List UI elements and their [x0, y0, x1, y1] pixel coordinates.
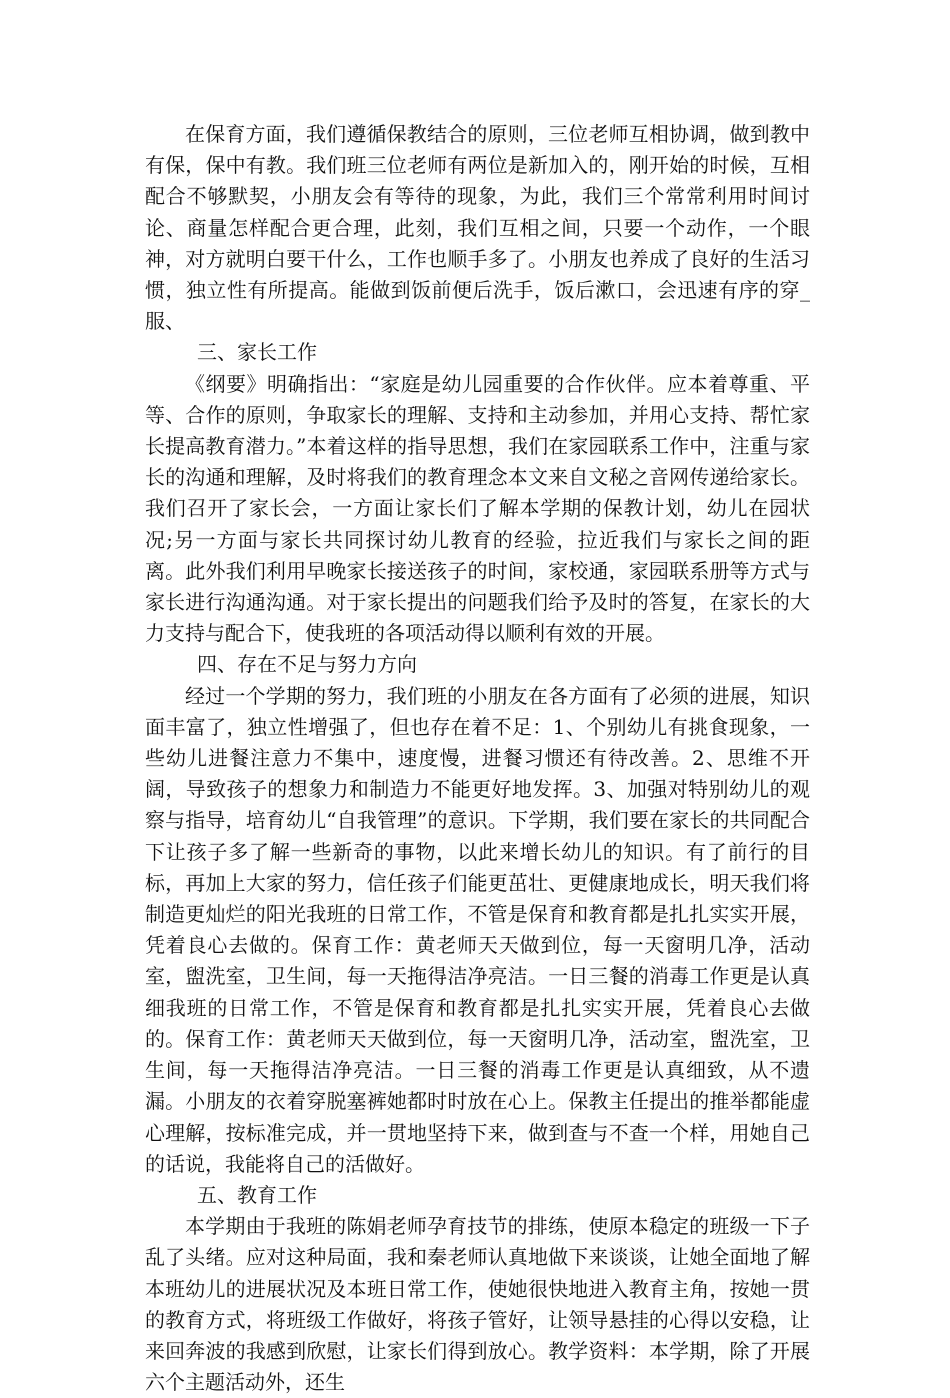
- document-page: [145, 119, 810, 1398]
- section-heading-shortcomings: 四、存在不足与努力方向: [197, 652, 417, 677]
- paragraph-parent-work: 《纲要》明确指出：“家庭是幼儿园重要的合作伙伴。应本着尊重、平等、合作的原则，争取家长的理解、支持和主动参加，并用心支持、帮忙家长提高教育潜力。”本着这样的指导思想，我们在家园联系工作中，注重与家长的沟通和理解，及时将我们的教育理念本文来自文秘之音网传递给家长。我们召开了家长会，一方面让家长们了解本学期的保教计划，幼儿在园状况;另一方面与家长共同探讨幼儿教育的经验，拉近我们与家长之间的距离。此外我们利用早晚家长接送孩子的时间，家校通，家园联系册等方式与家长进行沟通沟通。对于家长提出的问题我们给予及时的答复，在家长的大力支持与配合下，使我班的各项活动得以顺利有效的开展。: [145, 371, 810, 646]
- paragraph-education-work: 本学期由于我班的陈娟老师孕育技节的排练，使原本稳定的班级一下子乱了头绪。应对这种局面，我和秦老师认真地做下来谈谈，让她全面地了解本班幼儿的进展状况及本班日常工作，使她很快地进入教育主角，按她一贯的教育方式，将班级工作做好，将孩子管好，让领导悬挂的心得以安稳，让来回奔波的我感到欣慰，让家长们得到放心。教学资料：本学期，除了开展六个主题活动外，还生: [145, 1214, 810, 1395]
- section-heading-parent-work: 三、家长工作: [197, 340, 317, 365]
- paragraph-shortcomings: 经过一个学期的努力，我们班的小朋友在各方面有了必须的进展，知识面丰富了，独立性增强了，但也存在着不足：1、个别幼儿有挑食现象，一些幼儿进餐注意力不集中，速度慢，进餐习惯还有待改善。2、思维不开阔，导致孩子的想象力和制造力不能更好地发挥。3、加强对特别幼儿的观察与指导，培育幼儿“自我管理”的意识。下学期，我们要在家长的共同配合下让孩子多了解一些新奇的事物，以此来增长幼儿的知识。有了前行的目标，再加上大家的努力，信任孩子们能更茁壮、更健康地成长，明天我们将制造更灿烂的阳光我班的日常工作，不管是保育和教育都是扎扎实实开展，凭着良心去做的。保育工作：黄老师天天做到位，每一天窗明几净，活动室，盥洗室，卫生间，每一天拖得洁净亮洁。一日三餐的消毒工作更是认真细我班的日常工作，不管是保育和教育都是扎扎实实开展，凭着良心去做的。保育工作：黄老师天天做到位，每一天窗明几净，活动室，盥洗室，卫生间，每一天拖得洁净亮洁。一日三餐的消毒工作更是认真细致，从不遗漏。小朋友的衣着穿脱塞裤她都时时放在心上。保教主任提出的推举都能虚心理解，按标准完成，并一贯地坚持下来，做到查与不查一个样，用她自己的话说，我能将自己的活做好。: [145, 683, 810, 1176]
- paragraph-childcare: 在保育方面，我们遵循保教结合的原则，三位老师互相协调，做到教中有保，保中有教。我们班三位老师有两位是新加入的，刚开始的时候，互相配合不够默契，小朋友会有等待的现象，为此，我们三个常常利用时间讨论、商量怎样配合更合理，此刻，我们互相之间，只要一个动作，一个眼神，对方就明白要干什么，工作也顺手多了。小朋友也养成了良好的生活习惯，独立性有所提高。能做到饭前便后洗手，饭后漱口，会迅速有序的穿_服、: [145, 122, 810, 334]
- section-heading-education-work: 五、教育工作: [197, 1182, 317, 1207]
